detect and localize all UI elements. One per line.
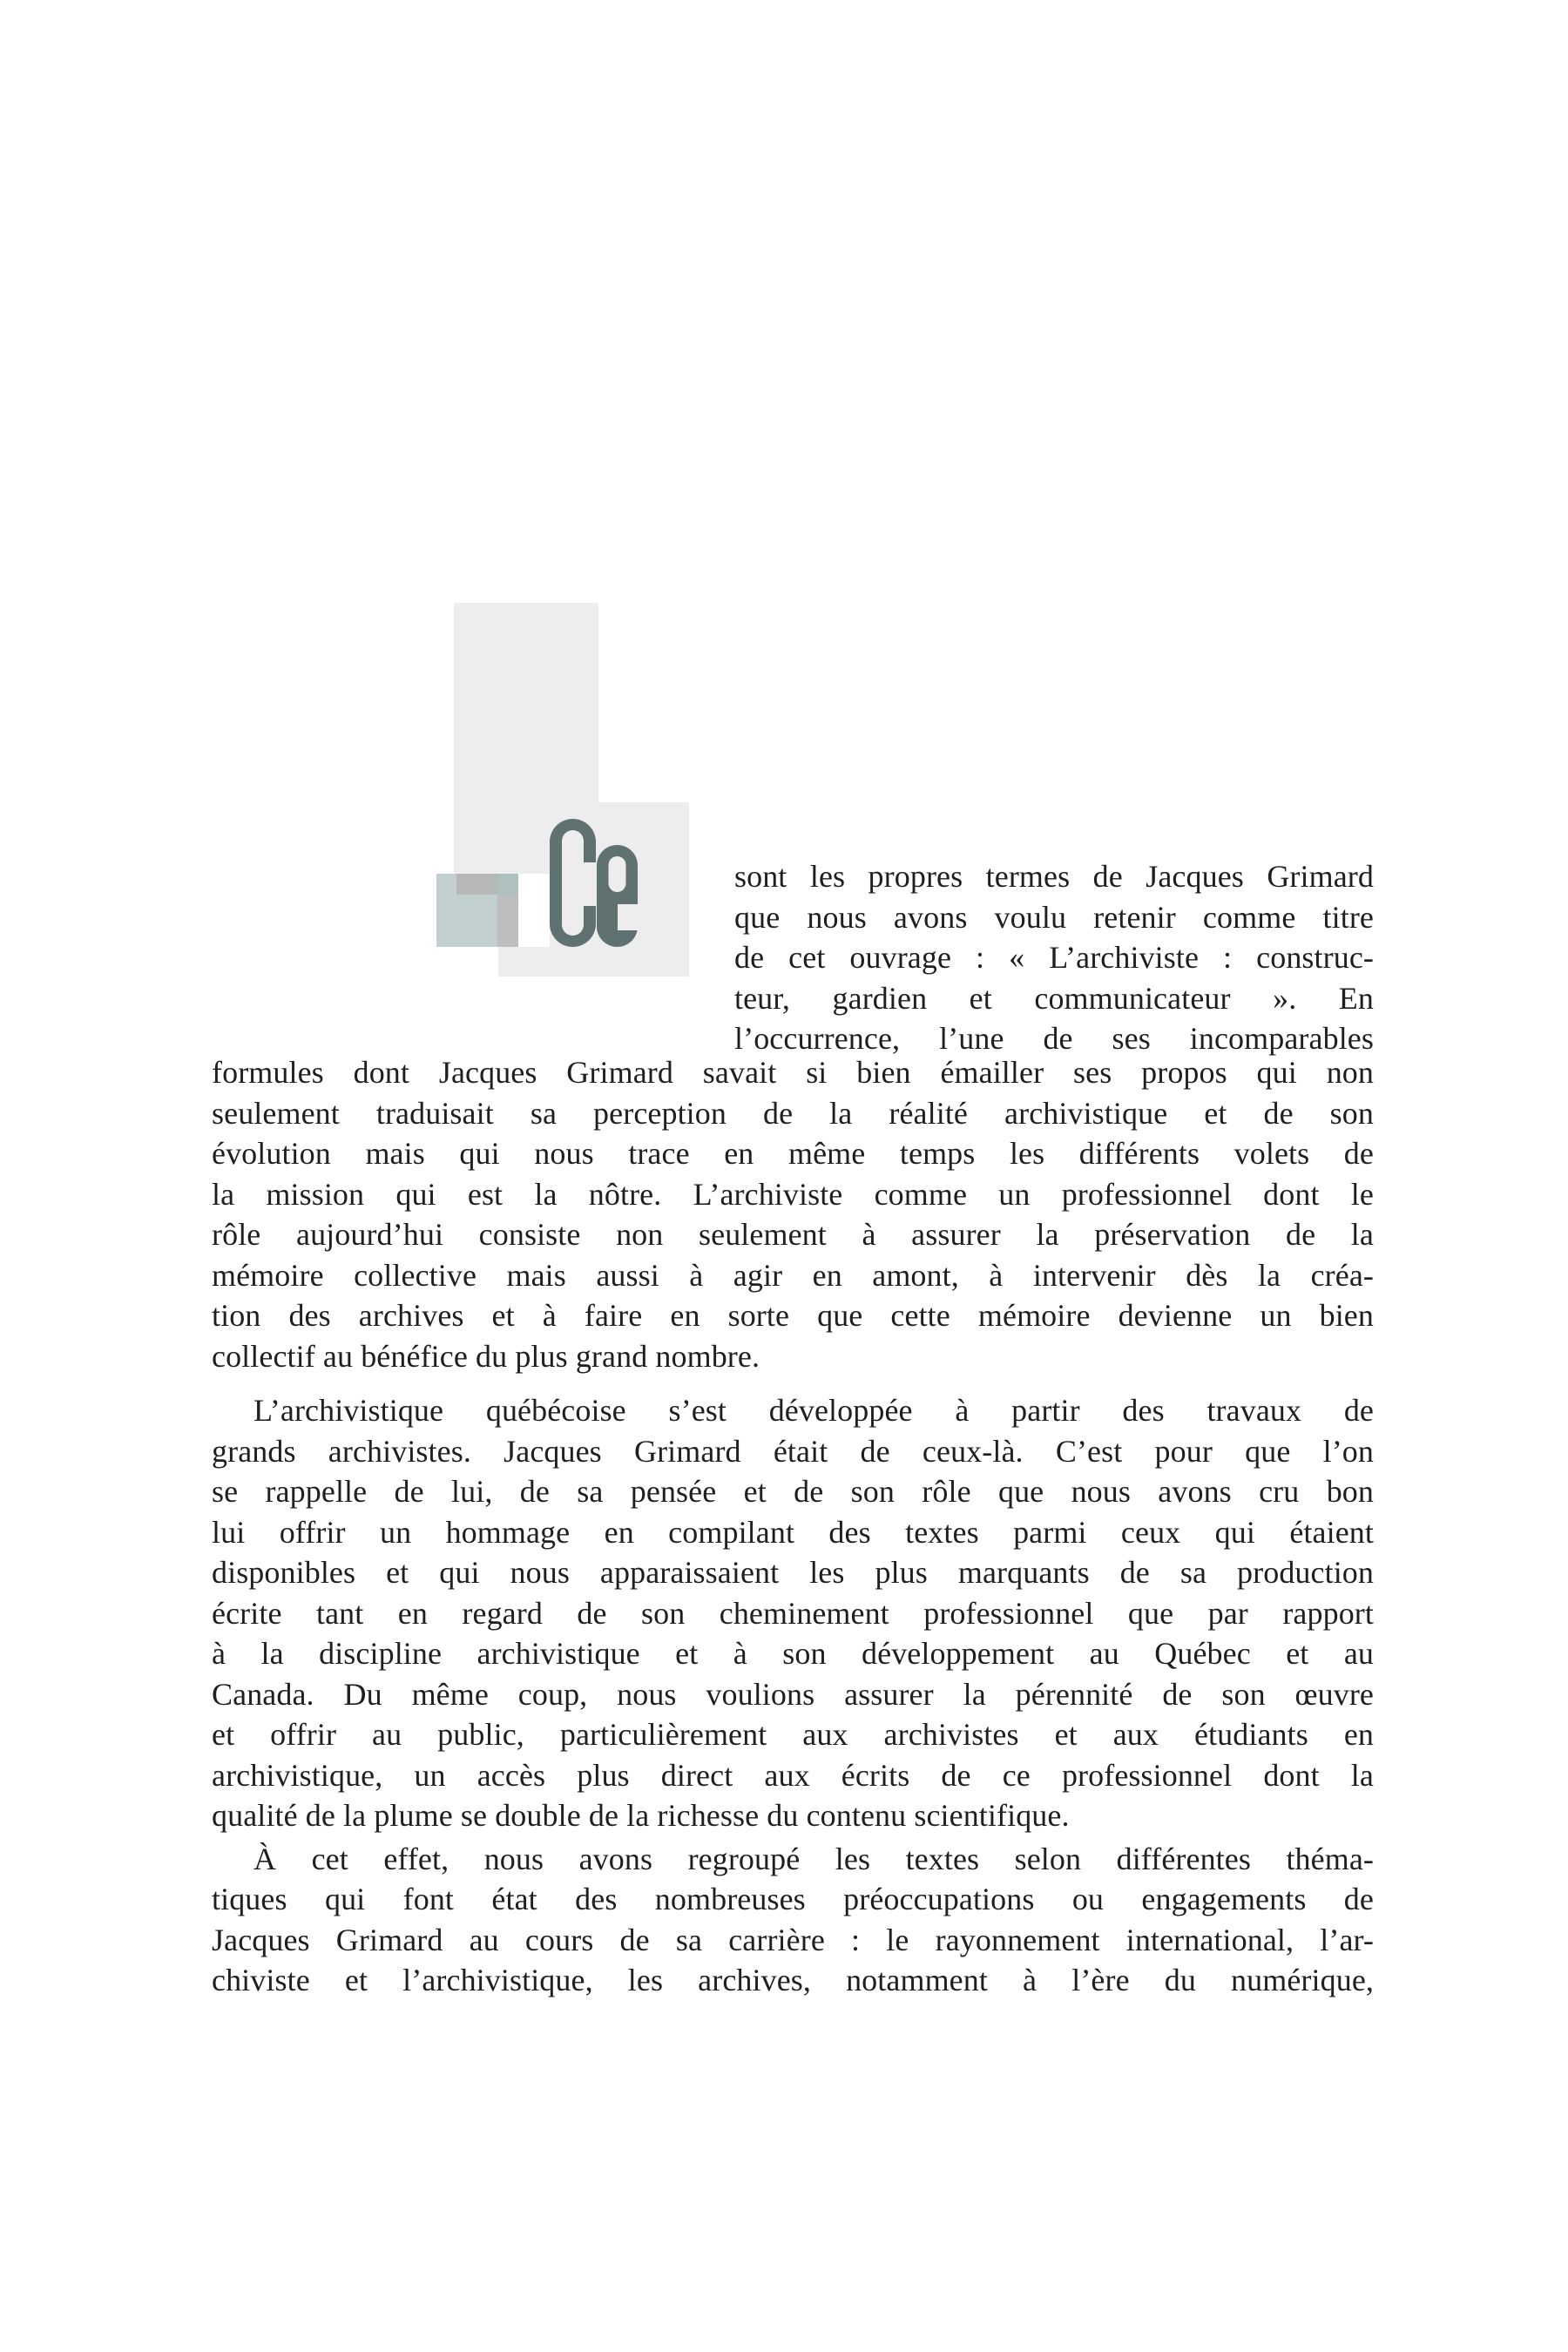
text-line: formules dont Jacques Grimard savait si bien émailler ses propos qui non xyxy=(212,1055,1374,1090)
logo-gray-top-square xyxy=(456,874,497,895)
text-line: À cet effet, nous avons regroupé les textes selon différentes théma- xyxy=(253,1841,1374,1876)
text-line: disponibles et qui nous apparaissaient les plus marquants de sa production xyxy=(212,1555,1374,1590)
text-line: mémoire collective mais aussi à agir en amont, à intervenir dès la créa- xyxy=(212,1257,1374,1293)
text-line: se rappelle de lui, de sa pensée et de son rôle que nous avons cru bon xyxy=(212,1474,1374,1509)
text-line: L’archivistique québécoise s’est développée à partir des travaux de xyxy=(253,1393,1374,1428)
text-line: et offrir au public, particulièrement aux archivistes et aux étudiants en xyxy=(212,1717,1374,1752)
text-line: Canada. Du même coup, nous voulions assurer la pérennité de son œuvre xyxy=(212,1676,1374,1712)
paragraph-1-continued xyxy=(212,1052,1374,1376)
text-line: qualité de la plume se double de la richesse du contenu scientifique. xyxy=(212,1798,1070,1833)
text-line: rôle aujourd’hui consiste non seulement à assurer la préservation de la xyxy=(212,1217,1374,1252)
text-line: tion des archives et à faire en sorte que cette mémoire devienne un bien xyxy=(212,1298,1374,1333)
text-line: seulement traduisait sa perception de la réalité archivistique et de son xyxy=(212,1095,1374,1131)
text-line: sont les propres termes de Jacques Grimard xyxy=(734,859,1374,894)
text-line: la mission qui est la nôtre. L’archiviste comme un professionnel dont le xyxy=(212,1176,1374,1212)
text-line: chiviste et l’archivistique, les archives, notamment à l’ère du numérique, xyxy=(212,1963,1374,1997)
logo-gray-right-square xyxy=(497,895,518,947)
text-line: lui offrir un hommage en compilant des textes parmi ceux qui étaient xyxy=(212,1514,1374,1550)
main-text-block xyxy=(212,1052,1374,2001)
text-line: Jacques Grimard au cours de sa carrière : le rayonnement international, l’ar- xyxy=(212,1922,1374,1957)
logo-dark-sage-square xyxy=(497,874,518,895)
text-line: à la discipline archivistique et à son développement au Québec et au xyxy=(212,1636,1374,1671)
monogram-letter-C-icon xyxy=(550,819,596,947)
text-line: l’occurrence, l’une de ses incomparables xyxy=(734,1021,1374,1056)
text-line: tiques qui font état des nombreuses préoccupations ou engagements de xyxy=(212,1882,1374,1916)
monogram-letter-e-icon xyxy=(597,845,638,947)
text-line: écrite tant en regard de son cheminement professionnel que par rapport xyxy=(212,1595,1374,1631)
text-line: de cet ouvrage : « L’archiviste : construc- xyxy=(734,940,1374,975)
text-line: grands archivistes. Jacques Grimard était de ceux-là. C’est pour que l’on xyxy=(212,1433,1374,1469)
text-line: que nous avons voulu retenir comme titre xyxy=(734,899,1374,935)
paragraph-2 xyxy=(212,1390,1374,1836)
text-line: archivistique, un accès plus direct aux écrits de ce professionnel dont la xyxy=(212,1757,1374,1793)
logo-bottom-strip xyxy=(498,947,689,977)
text-line: évolution mais qui nous trace en même temps les différents volets de xyxy=(212,1136,1374,1171)
text-line: teur, gardien et communicateur ». En xyxy=(734,980,1374,1016)
paragraph-3 xyxy=(212,1839,1374,2001)
intro-paragraph-beside-logo xyxy=(734,856,1374,1059)
text-line: collectif au bénéfice du plus grand nombre. xyxy=(212,1338,760,1374)
